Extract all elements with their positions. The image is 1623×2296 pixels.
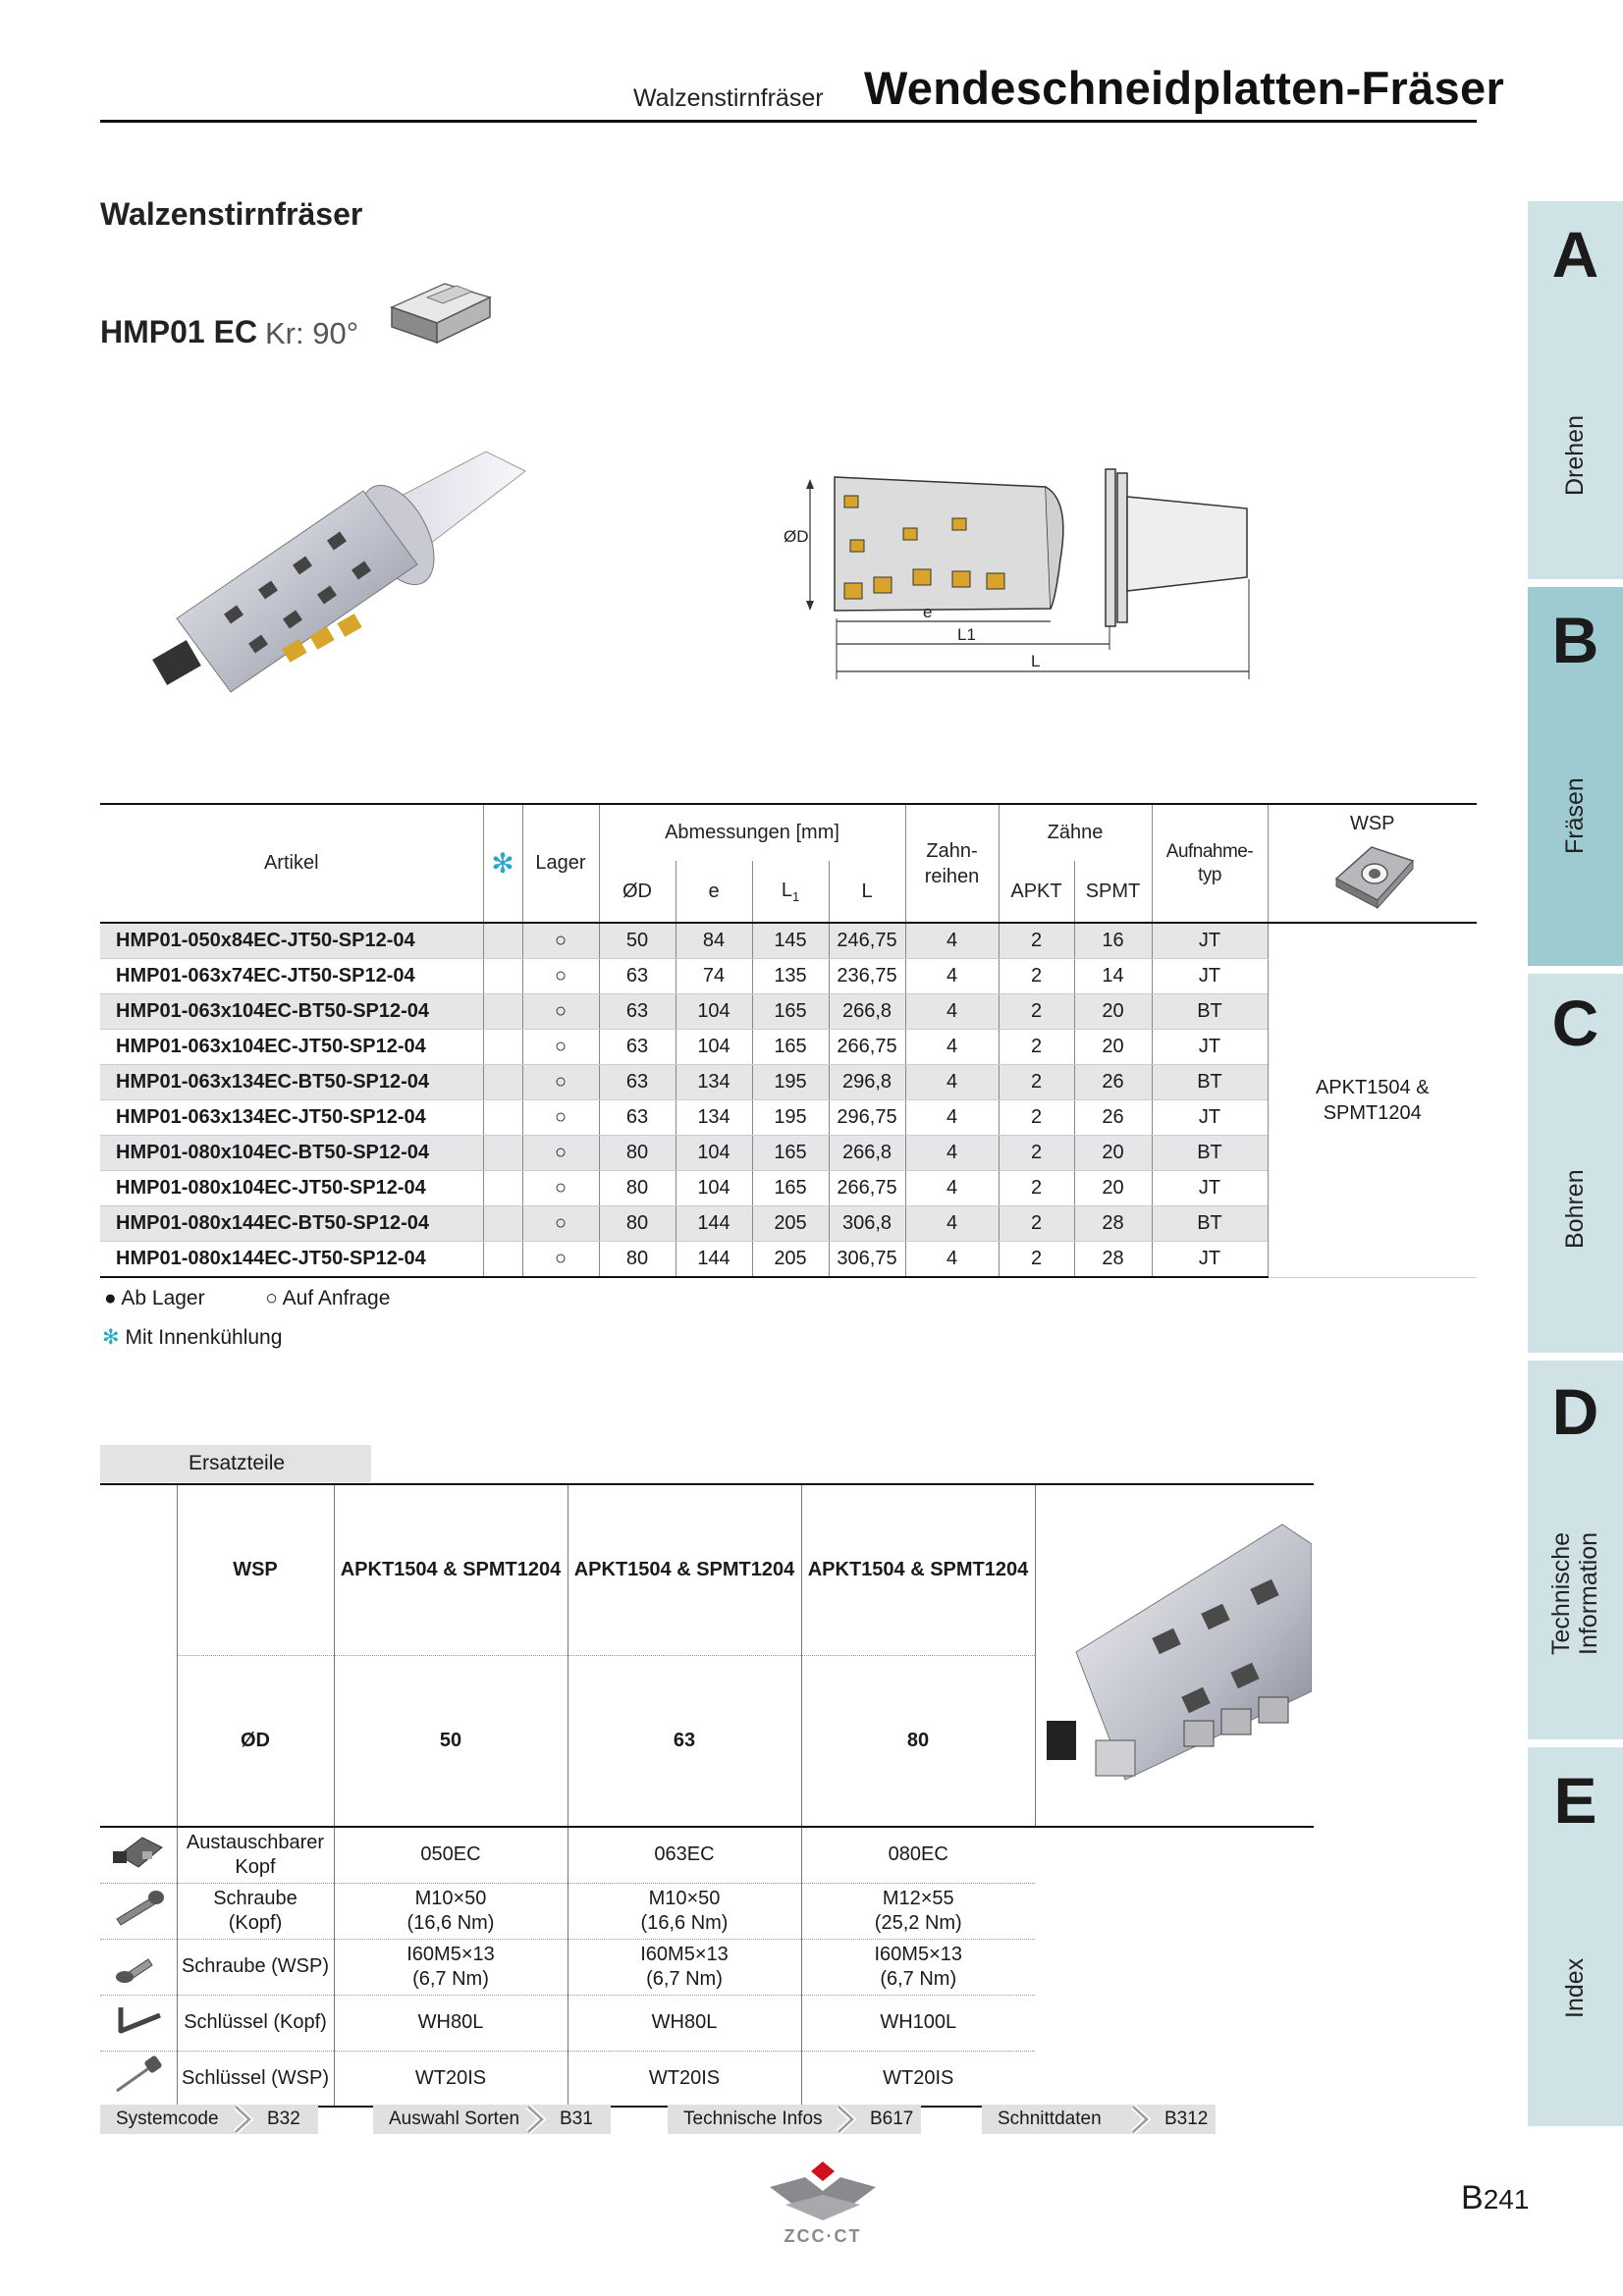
nav-link-label: Technische Infos	[683, 2109, 823, 2129]
legend-auf-symbol: ○	[265, 1287, 278, 1309]
head-screw-icon	[100, 1883, 177, 1939]
cell-apkt: 2	[999, 1065, 1074, 1100]
cell-typ: JT	[1152, 1030, 1268, 1065]
tab-c-bohren[interactable]	[1528, 974, 1623, 1353]
spare-part-name-line2: Kopf	[235, 1855, 276, 1878]
cell-lager: ○	[522, 1100, 599, 1136]
cell-lager: ○	[522, 1065, 599, 1100]
nav-link-ref: B32	[267, 2109, 300, 2129]
page-number	[1461, 2179, 1529, 2217]
spare-value	[334, 1827, 568, 1883]
cell-d: 80	[599, 1171, 676, 1206]
cell-l1: 165	[752, 1030, 829, 1065]
cell-spmt: 16	[1074, 923, 1152, 959]
cell-zr: 4	[905, 1030, 999, 1065]
cell-zr: 4	[905, 959, 999, 994]
spare-value-line2: (16,6 Nm)	[406, 1911, 495, 1934]
cell-coolant	[483, 1030, 522, 1065]
spare-d-63: 63	[568, 1656, 801, 1828]
spare-part-name-line1: Schlüssel (Kopf)	[184, 2011, 327, 2033]
spare-parts-table	[100, 1483, 1314, 2108]
spare-value-line2: (16,6 Nm)	[640, 1911, 729, 1934]
cell-coolant	[483, 1206, 522, 1242]
legend-auf-text: Auf Anfrage	[282, 1287, 391, 1309]
col-zahnreihen-line1: Zahn-	[926, 839, 978, 862]
cell-spmt: 20	[1074, 1171, 1152, 1206]
cell-artikel: HMP01-063x134EC-JT50-SP12-04	[100, 1100, 483, 1136]
cell-lager: ○	[522, 959, 599, 994]
cell-coolant	[483, 959, 522, 994]
cell-e: 134	[676, 1100, 752, 1136]
insert-screw-icon	[100, 1939, 177, 1995]
cell-zr: 4	[905, 1171, 999, 1206]
cell-artikel: HMP01-063x104EC-JT50-SP12-04	[100, 1030, 483, 1065]
cell-spmt: 20	[1074, 1030, 1152, 1065]
cell-zr: 4	[905, 1242, 999, 1278]
dim-e-label: e	[923, 603, 933, 621]
cell-typ: JT	[1152, 1100, 1268, 1136]
spare-value	[801, 1939, 1035, 1995]
tool-head-photo	[1037, 1485, 1312, 1819]
cell-apkt: 2	[999, 1030, 1074, 1065]
spare-value-line1: WT20IS	[883, 2066, 954, 2089]
cell-d: 63	[599, 1030, 676, 1065]
wsp-line1: APKT1504 &	[1315, 1076, 1430, 1098]
spare-row	[100, 1827, 1314, 1883]
cell-lager: ○	[522, 1242, 599, 1278]
col-zahnreihen	[905, 804, 999, 923]
cell-l: 306,8	[829, 1206, 905, 1242]
spare-value-line1: WH100L	[880, 2011, 957, 2033]
cell-d: 80	[599, 1136, 676, 1171]
cell-typ: BT	[1152, 994, 1268, 1030]
cell-coolant	[483, 1136, 522, 1171]
cell-artikel: HMP01-063x74EC-JT50-SP12-04	[100, 959, 483, 994]
cell-d: 63	[599, 959, 676, 994]
table-row	[100, 923, 1477, 959]
legend-ab-text: Ab Lager	[121, 1287, 205, 1309]
cell-lager: ○	[522, 1206, 599, 1242]
spare-part-name	[177, 1995, 334, 2051]
cell-spmt: 20	[1074, 1136, 1152, 1171]
page-title: Wendeschneidplatten-Fräser	[864, 62, 1505, 114]
col-abmessungen: Abmessungen [mm]	[599, 804, 905, 861]
cell-typ: BT	[1152, 1136, 1268, 1171]
cell-l: 266,75	[829, 1030, 905, 1065]
cell-coolant	[483, 994, 522, 1030]
cell-l: 266,75	[829, 1171, 905, 1206]
tab-e-index[interactable]	[1528, 1747, 1623, 2126]
spare-value-line2: (6,7 Nm)	[646, 1967, 723, 1990]
spare-value	[801, 1883, 1035, 1939]
cell-typ: JT	[1152, 959, 1268, 994]
cell-l1: 135	[752, 959, 829, 994]
cell-artikel: HMP01-063x104EC-BT50-SP12-04	[100, 994, 483, 1030]
cell-typ: JT	[1152, 1242, 1268, 1278]
cell-l1: 165	[752, 1171, 829, 1206]
col-d: ØD	[599, 861, 676, 923]
spare-value	[568, 1995, 801, 2051]
cell-apkt: 2	[999, 1136, 1074, 1171]
spare-part-name	[177, 1939, 334, 1995]
spare-h-d: ØD	[177, 1656, 334, 1828]
cell-apkt: 2	[999, 1171, 1074, 1206]
spare-value	[334, 1939, 568, 1995]
cell-e: 104	[676, 1030, 752, 1065]
nav-link-label: Systemcode	[116, 2109, 219, 2129]
spare-row	[100, 1883, 1314, 1939]
spare-value	[801, 1995, 1035, 2051]
spare-value-line1: M12×55	[882, 1887, 954, 1909]
cell-e: 104	[676, 1136, 752, 1171]
legend-ab-symbol: ●	[104, 1287, 117, 1309]
cell-l: 296,75	[829, 1100, 905, 1136]
tab-b-letter: B	[1551, 604, 1599, 676]
cell-artikel: HMP01-080x144EC-BT50-SP12-04	[100, 1206, 483, 1242]
spare-value-line2: (6,7 Nm)	[880, 1967, 957, 1990]
cell-d: 63	[599, 1065, 676, 1100]
spare-value	[801, 2051, 1035, 2107]
cell-d: 63	[599, 1100, 676, 1136]
spare-part-name	[177, 2051, 334, 2107]
spare-value-line1: I60M5×13	[874, 1943, 962, 1965]
product-kr: Kr: 90°	[265, 316, 359, 350]
nav-link-ref: B31	[560, 2109, 593, 2129]
cell-spmt: 26	[1074, 1100, 1152, 1136]
spare-part-name-line1: Schlüssel (WSP)	[181, 2066, 330, 2089]
col-aufnahmetyp-line1: Aufnahme-	[1165, 840, 1254, 862]
insert-icon	[1328, 839, 1417, 910]
spare-row	[100, 1995, 1314, 2051]
cell-artikel: HMP01-080x144EC-JT50-SP12-04	[100, 1242, 483, 1278]
nav-link-auswahl-sorten[interactable]	[373, 2105, 611, 2134]
wsp-line2: SPMT1204	[1323, 1101, 1422, 1124]
col-aufnahmetyp	[1152, 804, 1268, 923]
spare-parts-label: Ersatzteile	[100, 1445, 371, 1482]
tab-d-letter: D	[1551, 1375, 1599, 1448]
cell-l: 296,8	[829, 1065, 905, 1100]
spare-value-line1: WT20IS	[648, 2066, 721, 2089]
spare-value-line2: (25,2 Nm)	[874, 1911, 962, 1934]
spare-wsp-63: APKT1504 & SPMT1204	[568, 1484, 801, 1656]
cell-l1: 145	[752, 923, 829, 959]
spare-d-50: 50	[334, 1656, 568, 1828]
spare-photo-cell	[1035, 1484, 1314, 1827]
spare-value	[568, 1939, 801, 1995]
tab-d-technische-information[interactable]	[1528, 1361, 1623, 1739]
spare-part-name-line1: Austauschbarer	[186, 1831, 325, 1853]
insert-key-icon	[100, 2051, 177, 2107]
page-prefix: B	[1461, 2179, 1484, 2216]
chevron-right-icon	[524, 2105, 548, 2144]
col-coolant-icon: ✻	[483, 804, 522, 923]
cell-d: 63	[599, 994, 676, 1030]
cell-zr: 4	[905, 1100, 999, 1136]
dimension-drawing	[776, 461, 1267, 687]
tab-d-label-line2: Information	[1575, 1531, 1602, 1655]
page-num: 241	[1483, 2184, 1530, 2215]
spare-value-line1: 063EC	[654, 1843, 715, 1866]
insert-shape-icon	[388, 270, 496, 347]
spare-value-line2: (6,7 Nm)	[412, 1967, 489, 1990]
col-aufnahmetyp-line2: typ	[1198, 864, 1221, 885]
chevron-right-icon	[1129, 2105, 1153, 2144]
spare-value-line1: WT20IS	[414, 2066, 487, 2089]
nav-link-schnittdaten[interactable]	[982, 2105, 1216, 2134]
cell-lager: ○	[522, 1171, 599, 1206]
legend-coolant-icon: ✻	[102, 1326, 120, 1349]
cell-spmt: 28	[1074, 1242, 1152, 1278]
cell-zr: 4	[905, 1065, 999, 1100]
product-table	[100, 803, 1477, 1278]
cell-zr: 4	[905, 1136, 999, 1171]
col-wsp-label: WSP	[1349, 813, 1395, 834]
chevron-right-icon	[835, 2105, 858, 2144]
cell-l: 236,75	[829, 959, 905, 994]
dim-l-label: L	[1031, 652, 1041, 670]
cell-lager: ○	[522, 1136, 599, 1171]
cell-l1: 195	[752, 1100, 829, 1136]
cell-wsp	[1268, 923, 1477, 1277]
cell-artikel: HMP01-080x104EC-JT50-SP12-04	[100, 1171, 483, 1206]
cell-e: 104	[676, 1171, 752, 1206]
cell-l1: 165	[752, 1136, 829, 1171]
cell-zr: 4	[905, 923, 999, 959]
col-lager: Lager	[522, 804, 599, 923]
spare-h-wsp: WSP	[177, 1484, 334, 1656]
cell-d: 50	[599, 923, 676, 959]
col-spmt: SPMT	[1074, 861, 1152, 923]
legend-coolant	[102, 1325, 282, 1350]
spare-part-name	[177, 1827, 334, 1883]
cell-e: 144	[676, 1242, 752, 1278]
exchange-head-icon	[100, 1827, 177, 1883]
col-wsp	[1268, 804, 1477, 923]
cell-apkt: 2	[999, 923, 1074, 959]
cell-l1: 195	[752, 1065, 829, 1100]
col-apkt: APKT	[999, 861, 1074, 923]
cell-apkt: 2	[999, 994, 1074, 1030]
zcc-ct-logo	[764, 2160, 882, 2248]
cell-coolant	[483, 1100, 522, 1136]
nav-link-technische-infos[interactable]	[668, 2105, 921, 2134]
cell-l: 266,8	[829, 994, 905, 1030]
cell-spmt: 28	[1074, 1206, 1152, 1242]
col-l1-label: L	[781, 879, 792, 901]
col-zaehne: Zähne	[999, 804, 1152, 861]
spare-value	[568, 1883, 801, 1939]
section-title: Walzenstirnfräser	[100, 196, 363, 232]
cell-typ: JT	[1152, 1171, 1268, 1206]
spare-value	[568, 2051, 801, 2107]
cell-e: 144	[676, 1206, 752, 1242]
cell-typ: BT	[1152, 1206, 1268, 1242]
legend-stock	[104, 1287, 390, 1310]
cell-zr: 4	[905, 1206, 999, 1242]
spare-part-name	[177, 1883, 334, 1939]
tab-d-label-line1: Technische	[1547, 1531, 1575, 1655]
spare-value-line1: I60M5×13	[406, 1943, 495, 1965]
cell-lager: ○	[522, 1030, 599, 1065]
cell-spmt: 20	[1074, 994, 1152, 1030]
legend-coolant-text: Mit Innenkühlung	[125, 1326, 283, 1349]
spare-value	[801, 1827, 1035, 1883]
col-l1-sub: 1	[791, 888, 800, 904]
cell-l: 266,8	[829, 1136, 905, 1171]
cell-apkt: 2	[999, 1100, 1074, 1136]
cell-e: 134	[676, 1065, 752, 1100]
spare-part-name-line2: (Kopf)	[228, 1911, 283, 1934]
tab-a-label: Drehen	[1561, 415, 1589, 496]
dim-l1-label: L1	[957, 625, 976, 644]
spare-value	[334, 1995, 568, 2051]
header-rule	[100, 120, 1477, 123]
cell-e: 104	[676, 994, 752, 1030]
cell-lager: ○	[522, 923, 599, 959]
cell-zr: 4	[905, 994, 999, 1030]
tab-e-label: Index	[1561, 1957, 1589, 2018]
spare-corner	[100, 1484, 177, 1827]
cell-spmt: 26	[1074, 1065, 1152, 1100]
cell-apkt: 2	[999, 1242, 1074, 1278]
col-e: e	[676, 861, 752, 923]
cell-apkt: 2	[999, 1206, 1074, 1242]
cell-artikel: HMP01-080x104EC-BT50-SP12-04	[100, 1136, 483, 1171]
tab-a-drehen[interactable]	[1528, 201, 1623, 579]
nav-link-ref: B617	[870, 2109, 914, 2129]
cell-e: 74	[676, 959, 752, 994]
spare-value	[334, 1883, 568, 1939]
cell-l1: 205	[752, 1242, 829, 1278]
col-l1	[752, 861, 829, 923]
spare-value-line1: M10×50	[648, 1887, 721, 1909]
cell-l1: 165	[752, 994, 829, 1030]
cell-d: 80	[599, 1206, 676, 1242]
spare-value-line1: M10×50	[414, 1887, 487, 1909]
nav-link-label: Schnittdaten	[998, 2109, 1102, 2129]
tab-b-fraesen[interactable]	[1528, 587, 1623, 966]
nav-link-systemcode[interactable]	[100, 2105, 318, 2134]
product-code: HMP01 EC	[100, 314, 258, 349]
cell-coolant	[483, 923, 522, 959]
cell-typ: JT	[1152, 923, 1268, 959]
spare-part-name-line1: Schraube (WSP)	[181, 1955, 330, 1977]
cell-apkt: 2	[999, 959, 1074, 994]
col-l: L	[829, 861, 905, 923]
spare-row	[100, 2051, 1314, 2107]
spare-value-line1: WH80L	[417, 2011, 484, 2033]
cell-d: 80	[599, 1242, 676, 1278]
tool-photo-image	[137, 432, 550, 726]
spare-wsp-50: APKT1504 & SPMT1204	[334, 1484, 568, 1656]
tab-c-label: Bohren	[1561, 1169, 1589, 1249]
spare-d-80: 80	[801, 1656, 1035, 1828]
tab-c-letter: C	[1551, 987, 1599, 1059]
cell-l: 246,75	[829, 923, 905, 959]
cell-artikel: HMP01-063x134EC-BT50-SP12-04	[100, 1065, 483, 1100]
col-artikel: Artikel	[100, 804, 483, 923]
spare-value	[568, 1827, 801, 1883]
spare-value-line1: 050EC	[420, 1843, 481, 1866]
spare-value	[334, 2051, 568, 2107]
cell-typ: BT	[1152, 1065, 1268, 1100]
cell-spmt: 14	[1074, 959, 1152, 994]
cell-l: 306,75	[829, 1242, 905, 1278]
dim-d-label: ØD	[784, 527, 809, 546]
nav-link-label: Auswahl Sorten	[389, 2109, 520, 2129]
logo-text: ZCC·CT	[784, 2226, 862, 2246]
col-zahnreihen-line2: reihen	[924, 865, 980, 887]
spare-value-line1: WH80L	[651, 2011, 718, 2033]
tab-e-letter: E	[1553, 1764, 1597, 1837]
spare-value-line1: 080EC	[888, 1843, 948, 1866]
head-key-icon	[100, 1995, 177, 2051]
cell-coolant	[483, 1171, 522, 1206]
cell-coolant	[483, 1242, 522, 1278]
cell-coolant	[483, 1065, 522, 1100]
cell-e: 84	[676, 923, 752, 959]
cell-artikel: HMP01-050x84EC-JT50-SP12-04	[100, 923, 483, 959]
tab-b-label: Fräsen	[1561, 777, 1589, 854]
spare-wsp-80: APKT1504 & SPMT1204	[801, 1484, 1035, 1656]
cell-lager: ○	[522, 994, 599, 1030]
spare-row	[100, 1939, 1314, 1995]
tab-a-letter: A	[1551, 218, 1599, 291]
spare-value-line1: I60M5×13	[640, 1943, 729, 1965]
header-subtitle: Walzenstirnfräser	[633, 84, 824, 112]
cell-l1: 205	[752, 1206, 829, 1242]
spare-part-name-line1: Schraube	[213, 1887, 298, 1909]
nav-link-ref: B312	[1164, 2109, 1209, 2129]
chevron-right-icon	[232, 2105, 255, 2144]
